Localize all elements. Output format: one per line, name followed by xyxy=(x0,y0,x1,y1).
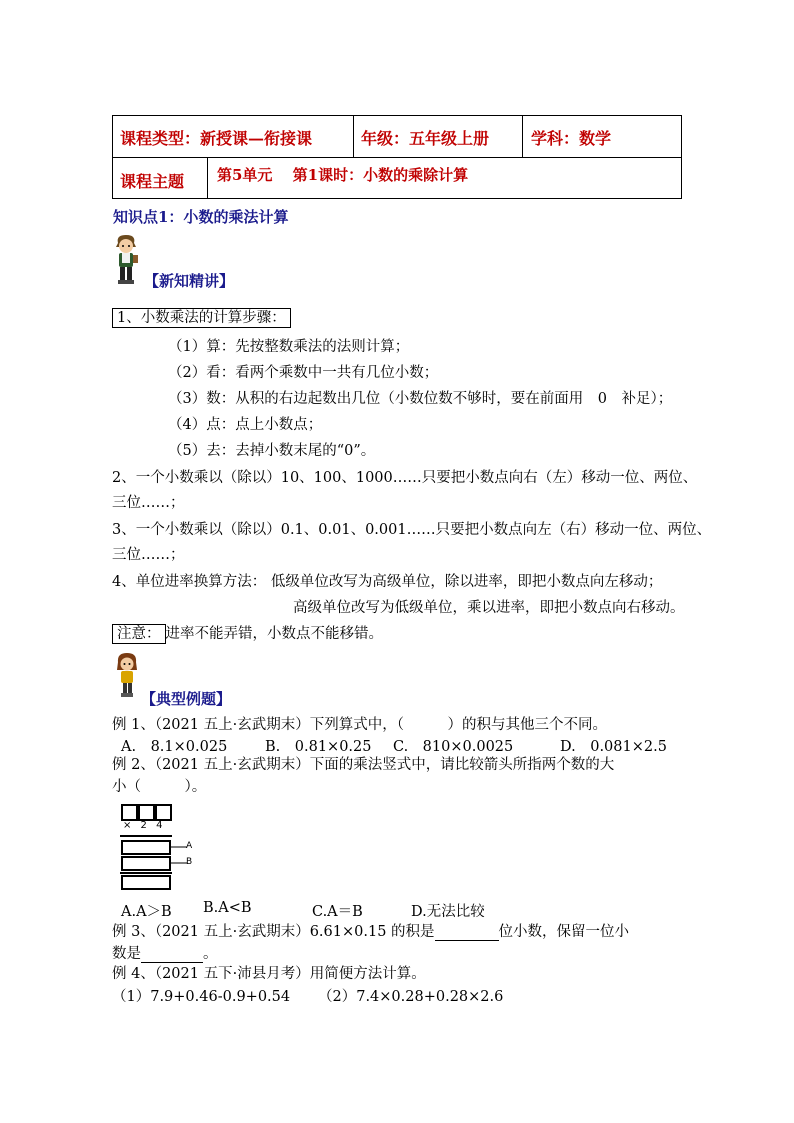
label-a: A xyxy=(186,841,193,851)
rule-4-line-2: 高级单位改写为低级单位，乘以进率，即把小数点向右移动。 xyxy=(293,600,685,616)
step-3: （3）数：从积的右边起数出几位（小数位数不够时，要在前面用 0 补足）； xyxy=(168,391,673,407)
digit-box xyxy=(121,804,138,821)
step-1: （1）算：先按整数乘法的法则计算； xyxy=(168,339,410,355)
rule-4-line-1: 4、单位进率换算方法： 低级单位改写为高级单位，除以进率，即把小数点向左移动； xyxy=(112,574,663,590)
partial-product-a xyxy=(121,840,171,855)
ex1-option-d: D. 0.081×2.5 xyxy=(560,739,667,755)
subject: 学科：数学 xyxy=(531,129,612,148)
ex1-option-b: B. 0.81×0.25 xyxy=(265,739,372,755)
ex3-text-d: 。 xyxy=(203,946,218,962)
ex3-line-1 xyxy=(112,920,629,941)
ex2-stem-line-2: 小（ ）。 xyxy=(112,779,207,795)
ex3-text-c: 数是 xyxy=(112,946,141,962)
ex2-option-b: B.A<B xyxy=(203,900,252,916)
ex4-stem: 例 4、（2021 五下·沛县月考）用简便方法计算。 xyxy=(112,966,426,982)
header-table xyxy=(112,115,682,199)
ex2-stem-line-1: 例 2、（2021 五上·玄武期末）下面的乘法竖式中，请比较箭头所指两个数的大 xyxy=(112,757,615,773)
steps-title xyxy=(112,306,291,327)
rule-2-line-2: 三位……； xyxy=(112,495,185,511)
rule-2-line-1: 2、一个小数乘以（除以）10、100、1000……只要把小数点向右（左）移动一位、两位、 xyxy=(112,470,698,486)
examples-heading: 【典型例题】 xyxy=(141,690,232,708)
note xyxy=(112,622,383,643)
course-type: 课程类型：新授课—衔接课 xyxy=(120,129,313,148)
step-5: （5）去：去掉小数末尾的“0”。 xyxy=(168,443,376,459)
divider-line xyxy=(120,835,172,837)
new-knowledge-heading: 【新知精讲】 xyxy=(144,272,235,290)
multiplier-text: × 2 4 xyxy=(123,820,166,831)
partial-product-b xyxy=(121,856,171,871)
multiplication-figure xyxy=(118,802,208,890)
ex3-text-a: 例 3、（2021 五上·玄武期末）6.61×0.15 的积是 xyxy=(112,924,435,940)
topic-value: 第5单元 第1课时：小数的乘除计算 xyxy=(217,166,469,184)
rule-3-line-1: 3、一个小数乘以（除以）0.1、0.01、0.001……只要把小数点向左（右）移动一位、两位、 xyxy=(112,522,712,538)
topic-label: 课程主题 xyxy=(120,172,185,191)
ex1-option-c: C. 810×0.0025 xyxy=(393,739,514,755)
final-product xyxy=(121,875,171,890)
steps-title-text: 1、小数乘法的计算步骤： xyxy=(112,308,291,328)
knowledge-point-title: 知识点1：小数的乘法计算 xyxy=(113,208,289,226)
ex3-text-b: 位小数，保留一位小 xyxy=(498,924,630,940)
boy-mascot-icon xyxy=(112,233,140,285)
girl-mascot-icon xyxy=(114,652,140,698)
note-label: 注意： xyxy=(112,624,166,644)
note-text: 进率不能弄错，小数点不能移错。 xyxy=(165,626,383,642)
ex3-line-2 xyxy=(112,942,218,963)
ex1-option-a: A. 8.1×0.025 xyxy=(121,739,228,755)
answer-blank[interactable] xyxy=(435,940,499,941)
divider-line xyxy=(120,872,172,874)
label-b: B xyxy=(186,857,193,867)
step-2: （2）看：看两个乘数中一共有几位小数； xyxy=(168,365,439,381)
ex2-option-d: D.无法比较 xyxy=(411,904,485,920)
ex1-stem: 例 1、（2021 五上·玄武期末）下列算式中，（ ）的积与其他三个不同。 xyxy=(112,717,607,733)
rule-3-line-2: 三位……； xyxy=(112,547,185,563)
step-4: （4）点：点上小数点； xyxy=(168,417,323,433)
digit-box xyxy=(138,804,155,821)
ex2-option-c: C.A＝B xyxy=(312,904,363,920)
grade: 年级：五年级上册 xyxy=(361,129,490,148)
ex4-item-2: （2）7.4×0.28+0.28×2.6 xyxy=(318,989,504,1005)
digit-box xyxy=(155,804,172,821)
ex2-option-a: A.A＞B xyxy=(121,904,172,920)
ex4-item-1: （1）7.9+0.46-0.9+0.54 xyxy=(112,989,291,1005)
